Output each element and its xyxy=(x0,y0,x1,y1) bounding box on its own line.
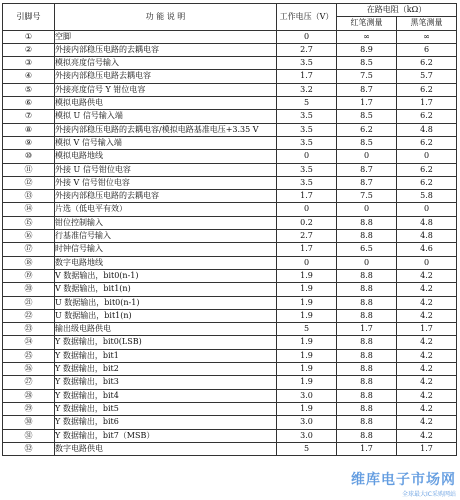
red-probe-cell: 8.8 xyxy=(337,349,397,362)
red-probe-cell: 8.5 xyxy=(337,110,397,123)
pin-cell: ⑯ xyxy=(3,230,55,243)
pin-cell: ⑤ xyxy=(3,83,55,96)
function-cell: 外接内部稳压电路的去耦电容 xyxy=(55,190,277,203)
black-probe-cell: 4.2 xyxy=(397,336,457,349)
pin-cell: ⑰ xyxy=(3,243,55,256)
red-probe-cell: 8.8 xyxy=(337,363,397,376)
red-probe-cell: 0 xyxy=(337,150,397,163)
pin-function-table xyxy=(2,3,457,456)
pin-cell: ⑨ xyxy=(3,136,55,149)
table-body xyxy=(3,30,457,456)
table-row xyxy=(3,83,457,96)
voltage-cell: 1.9 xyxy=(277,296,337,309)
red-probe-cell: 8.7 xyxy=(337,163,397,176)
table-row xyxy=(3,123,457,136)
function-cell: 外接内部稳压电路的去耦电容 xyxy=(55,43,277,56)
pin-cell: ㉛ xyxy=(3,429,55,442)
black-probe-cell: 4.8 xyxy=(397,230,457,243)
voltage-cell: 5 xyxy=(277,97,337,110)
red-probe-cell: 1.7 xyxy=(337,323,397,336)
voltage-cell: 3.5 xyxy=(277,176,337,189)
table-row xyxy=(3,269,457,282)
black-probe-cell: 4.6 xyxy=(397,243,457,256)
voltage-cell: 0 xyxy=(277,203,337,216)
black-probe-cell: 6 xyxy=(397,43,457,56)
red-probe-cell: 8.8 xyxy=(337,283,397,296)
pin-cell: ㉒ xyxy=(3,309,55,322)
black-probe-cell: 4.2 xyxy=(397,283,457,296)
black-probe-cell: 4.2 xyxy=(397,296,457,309)
pin-cell: ㉑ xyxy=(3,296,55,309)
function-cell: V 数据输出，bit1(n) xyxy=(55,283,277,296)
pin-cell: ⑬ xyxy=(3,190,55,203)
function-cell: 外接 V 信号钳位电容 xyxy=(55,176,277,189)
black-probe-cell: 4.8 xyxy=(397,216,457,229)
voltage-cell: 3.0 xyxy=(277,429,337,442)
pin-cell: ⑫ xyxy=(3,176,55,189)
voltage-cell: 0 xyxy=(277,30,337,43)
pin-cell: ① xyxy=(3,30,55,43)
table-row xyxy=(3,256,457,269)
pin-cell: ㉖ xyxy=(3,363,55,376)
function-cell: 模拟亮度信号输入 xyxy=(55,57,277,70)
black-probe-cell: 6.2 xyxy=(397,176,457,189)
table-row xyxy=(3,296,457,309)
table-row xyxy=(3,429,457,442)
black-probe-cell: 6.2 xyxy=(397,110,457,123)
function-cell: Y 数据输出，bit0(LSB) xyxy=(55,336,277,349)
voltage-cell: 1.9 xyxy=(277,349,337,362)
black-probe-cell: 6.2 xyxy=(397,163,457,176)
function-cell: 外接内部稳压电路去耦电容 xyxy=(55,70,277,83)
voltage-cell: 5 xyxy=(277,323,337,336)
pin-cell: ㉚ xyxy=(3,416,55,429)
table-row xyxy=(3,363,457,376)
red-probe-cell: 8.8 xyxy=(337,296,397,309)
black-probe-cell: 5.7 xyxy=(397,70,457,83)
black-probe-cell: 4.2 xyxy=(397,389,457,402)
function-cell: Y 数据输出，bit3 xyxy=(55,376,277,389)
black-probe-cell: 4.8 xyxy=(397,123,457,136)
pin-cell: ⑥ xyxy=(3,97,55,110)
black-probe-cell: 4.2 xyxy=(397,376,457,389)
voltage-cell: 3.0 xyxy=(277,389,337,402)
header-red-probe: 红笔测量 xyxy=(337,17,397,30)
black-probe-cell: 4.2 xyxy=(397,402,457,415)
pin-cell: ⑮ xyxy=(3,216,55,229)
table-row xyxy=(3,136,457,149)
pin-cell: ⑲ xyxy=(3,269,55,282)
red-probe-cell: 1.7 xyxy=(337,442,397,455)
red-probe-cell: 8.9 xyxy=(337,43,397,56)
red-probe-cell: 6.2 xyxy=(337,123,397,136)
black-probe-cell: 1.7 xyxy=(397,97,457,110)
voltage-cell: 2.7 xyxy=(277,230,337,243)
function-cell: 输出级电路供电 xyxy=(55,323,277,336)
voltage-cell: 3.5 xyxy=(277,123,337,136)
table-row xyxy=(3,176,457,189)
voltage-cell: 5 xyxy=(277,442,337,455)
red-probe-cell: 8.8 xyxy=(337,269,397,282)
black-probe-cell: 4.2 xyxy=(397,309,457,322)
voltage-cell: 1.9 xyxy=(277,269,337,282)
red-probe-cell: 0 xyxy=(337,256,397,269)
table-row xyxy=(3,97,457,110)
table-row xyxy=(3,336,457,349)
red-probe-cell: 8.8 xyxy=(337,336,397,349)
voltage-cell: 1.7 xyxy=(277,243,337,256)
function-cell: 时钟信号输入 xyxy=(55,243,277,256)
voltage-cell: 0 xyxy=(277,256,337,269)
red-probe-cell: 6.5 xyxy=(337,243,397,256)
red-probe-cell: 8.5 xyxy=(337,57,397,70)
pin-cell: ⑱ xyxy=(3,256,55,269)
header-function: 功 能 说 明 xyxy=(55,4,277,31)
table-row xyxy=(3,349,457,362)
table-row xyxy=(3,150,457,163)
header-pin: 引脚号 xyxy=(3,4,55,31)
voltage-cell: 1.9 xyxy=(277,376,337,389)
voltage-cell: 3.5 xyxy=(277,110,337,123)
table-row xyxy=(3,30,457,43)
black-probe-cell: 5.8 xyxy=(397,190,457,203)
pin-cell: ㉔ xyxy=(3,336,55,349)
function-cell: 片选（低电平有效） xyxy=(55,203,277,216)
voltage-cell: 0 xyxy=(277,150,337,163)
function-cell: 空脚 xyxy=(55,30,277,43)
table-row xyxy=(3,57,457,70)
pin-cell: ㉜ xyxy=(3,442,55,455)
function-cell: 数字电路供电 xyxy=(55,442,277,455)
voltage-cell: 1.7 xyxy=(277,70,337,83)
header-resistance: 在路电阻（kΩ） xyxy=(337,4,457,17)
function-cell: Y 数据输出，bit5 xyxy=(55,402,277,415)
voltage-cell: 3.2 xyxy=(277,83,337,96)
pin-cell: ⑦ xyxy=(3,110,55,123)
pin-cell: ② xyxy=(3,43,55,56)
black-probe-cell: 4.2 xyxy=(397,349,457,362)
black-probe-cell: 6.2 xyxy=(397,136,457,149)
function-cell: Y 数据输出，bit4 xyxy=(55,389,277,402)
black-probe-cell: 4.2 xyxy=(397,416,457,429)
black-probe-cell: 0 xyxy=(397,150,457,163)
red-probe-cell: 8.8 xyxy=(337,416,397,429)
table-row xyxy=(3,416,457,429)
red-probe-cell: 8.7 xyxy=(337,83,397,96)
red-probe-cell: ∞ xyxy=(337,30,397,43)
function-cell: 模拟 U 信号输入端 xyxy=(55,110,277,123)
header-row xyxy=(3,4,457,17)
function-cell: 外接 U 信号钳位电容 xyxy=(55,163,277,176)
function-cell: Y 数据输出，bit2 xyxy=(55,363,277,376)
black-probe-cell: 6.2 xyxy=(397,57,457,70)
function-cell: 数字电路地线 xyxy=(55,256,277,269)
red-probe-cell: 8.8 xyxy=(337,216,397,229)
voltage-cell: 1.9 xyxy=(277,309,337,322)
table-row xyxy=(3,389,457,402)
voltage-cell: 0.2 xyxy=(277,216,337,229)
table-row xyxy=(3,216,457,229)
function-cell: 行基准信号输入 xyxy=(55,230,277,243)
function-cell: Y 数据输出，bit7（MSB） xyxy=(55,429,277,442)
pin-cell: ⑧ xyxy=(3,123,55,136)
black-probe-cell: 4.2 xyxy=(397,429,457,442)
pin-cell: ⑳ xyxy=(3,283,55,296)
pin-cell: ⑭ xyxy=(3,203,55,216)
red-probe-cell: 8.8 xyxy=(337,309,397,322)
red-probe-cell: 0 xyxy=(337,203,397,216)
black-probe-cell: 4.2 xyxy=(397,363,457,376)
black-probe-cell: 4.2 xyxy=(397,269,457,282)
red-probe-cell: 8.5 xyxy=(337,136,397,149)
black-probe-cell: 1.7 xyxy=(397,323,457,336)
table-row xyxy=(3,203,457,216)
table-row xyxy=(3,283,457,296)
pin-cell: ㉗ xyxy=(3,376,55,389)
table-row xyxy=(3,402,457,415)
header-voltage: 工作电压（V） xyxy=(277,4,337,31)
function-cell: U 数据输出，bit0(n-1) xyxy=(55,296,277,309)
pin-cell: ⑪ xyxy=(3,163,55,176)
voltage-cell: 1.7 xyxy=(277,190,337,203)
table-row xyxy=(3,190,457,203)
black-probe-cell: 0 xyxy=(397,256,457,269)
table-row xyxy=(3,230,457,243)
voltage-cell: 2.7 xyxy=(277,43,337,56)
black-probe-cell: ∞ xyxy=(397,30,457,43)
function-cell: 模拟电路地线 xyxy=(55,150,277,163)
function-cell: 外接亮度信号 Y 钳位电容 xyxy=(55,83,277,96)
function-cell: 钳位控制输入 xyxy=(55,216,277,229)
table-row xyxy=(3,376,457,389)
red-probe-cell: 1.7 xyxy=(337,97,397,110)
black-probe-cell: 0 xyxy=(397,203,457,216)
pin-cell: ㉕ xyxy=(3,349,55,362)
table-row xyxy=(3,323,457,336)
table-row xyxy=(3,43,457,56)
voltage-cell: 3.0 xyxy=(277,416,337,429)
red-probe-cell: 8.8 xyxy=(337,402,397,415)
function-cell: V 数据输出，bit0(n-1) xyxy=(55,269,277,282)
red-probe-cell: 8.7 xyxy=(337,176,397,189)
black-probe-cell: 6.2 xyxy=(397,83,457,96)
voltage-cell: 1.9 xyxy=(277,283,337,296)
pin-cell: ③ xyxy=(3,57,55,70)
header-black-probe: 黑笔测量 xyxy=(397,17,457,30)
pin-cell: ㉙ xyxy=(3,402,55,415)
voltage-cell: 3.5 xyxy=(277,136,337,149)
voltage-cell: 3.5 xyxy=(277,163,337,176)
table-row xyxy=(3,70,457,83)
red-probe-cell: 8.8 xyxy=(337,389,397,402)
function-cell: 模拟 V 信号输入端 xyxy=(55,136,277,149)
table-row xyxy=(3,442,457,455)
watermark-main: 维库电子市场网 xyxy=(351,472,456,488)
red-probe-cell: 8.8 xyxy=(337,230,397,243)
red-probe-cell: 8.8 xyxy=(337,429,397,442)
table-row xyxy=(3,309,457,322)
pin-cell: ㉘ xyxy=(3,389,55,402)
function-cell: Y 数据输出，bit1 xyxy=(55,349,277,362)
table-row xyxy=(3,243,457,256)
function-cell: 外接内部稳压电路的去耦电容/模拟电路基准电压+3.35 V xyxy=(55,123,277,136)
pin-cell: ⑩ xyxy=(3,150,55,163)
function-cell: Y 数据输出，bit6 xyxy=(55,416,277,429)
red-probe-cell: 8.8 xyxy=(337,376,397,389)
voltage-cell: 1.9 xyxy=(277,363,337,376)
pin-cell: ④ xyxy=(3,70,55,83)
pin-cell: ㉓ xyxy=(3,323,55,336)
function-cell: 模拟电路供电 xyxy=(55,97,277,110)
watermark-sub: 全球最大IC采购网站 xyxy=(402,491,456,498)
voltage-cell: 1.9 xyxy=(277,336,337,349)
function-cell: U 数据输出，bit1(n) xyxy=(55,309,277,322)
black-probe-cell: 1.7 xyxy=(397,442,457,455)
voltage-cell: 1.9 xyxy=(277,402,337,415)
red-probe-cell: 7.5 xyxy=(337,190,397,203)
site-watermark xyxy=(351,469,456,498)
red-probe-cell: 7.5 xyxy=(337,70,397,83)
table-row xyxy=(3,110,457,123)
voltage-cell: 3.5 xyxy=(277,57,337,70)
table-row xyxy=(3,163,457,176)
